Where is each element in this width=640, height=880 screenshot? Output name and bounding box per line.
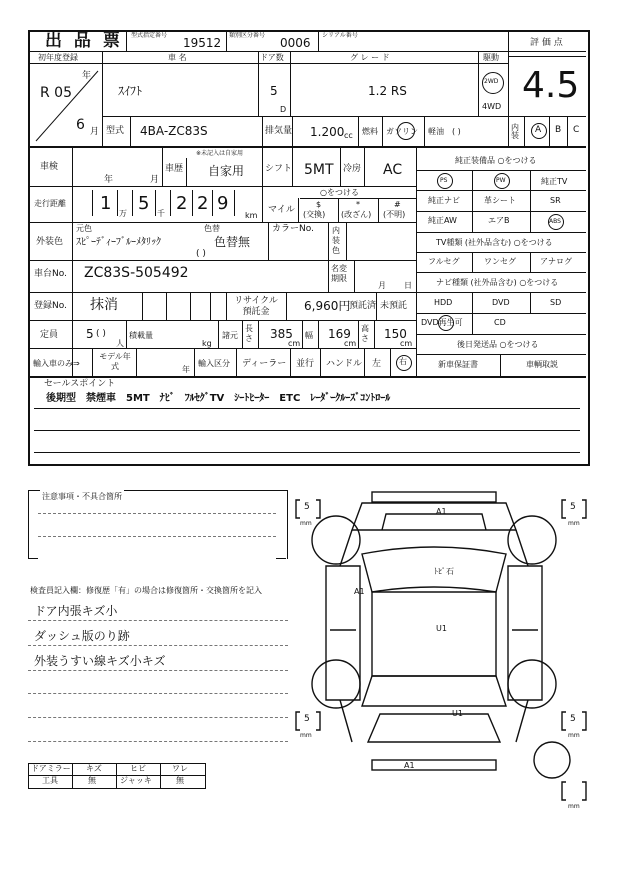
unknown-label: (不明) bbox=[383, 210, 406, 219]
dvd-play-circle bbox=[438, 315, 454, 331]
category-no: 0006 bbox=[280, 36, 311, 50]
name-change-day: 日 bbox=[404, 281, 412, 290]
interior-label: 内装 bbox=[511, 123, 519, 140]
width: 169 bbox=[328, 327, 351, 341]
table-header-4: ワレ bbox=[172, 764, 188, 773]
mile-label: マイル bbox=[268, 205, 295, 215]
car-name: ｽｲﾌﾄ bbox=[118, 84, 143, 98]
tire-fr-value: 5 bbox=[570, 502, 576, 512]
model: 4BA-ZC83S bbox=[140, 124, 208, 138]
inspection-month: 月 bbox=[150, 175, 160, 185]
tire-rr-mm: mm bbox=[568, 732, 580, 739]
handle-label: ハンドル bbox=[326, 359, 363, 369]
mileage-digit-2: 5 bbox=[138, 193, 150, 214]
length-label: 長さ bbox=[245, 324, 253, 343]
mileage-unit-sen: 千 bbox=[157, 209, 165, 218]
dmg-front: A1 bbox=[436, 507, 447, 516]
std-equip-label: 純正装備品 ○をつける bbox=[455, 156, 537, 165]
year-unit: 年 bbox=[82, 71, 92, 81]
shift: 5MT bbox=[304, 162, 334, 178]
tv-oneseg: ワンセグ bbox=[484, 257, 516, 266]
dmg-rear: U1 bbox=[452, 709, 463, 718]
height: 150 bbox=[384, 327, 407, 341]
orig-color-label: 元色 bbox=[76, 224, 92, 233]
mileage-digit-5: 9 bbox=[217, 193, 229, 214]
fuel-gas-circle bbox=[397, 122, 415, 140]
category-label: 類別区分番号 bbox=[229, 32, 266, 39]
nav-dvd-play: DVD再生可 bbox=[421, 318, 463, 327]
first-reg-label: 初年度登録 bbox=[38, 53, 78, 62]
month-unit: 月 bbox=[90, 127, 100, 137]
load-label: 積載量 bbox=[129, 331, 153, 340]
km-unit: km bbox=[245, 211, 258, 220]
handle-right: 右 bbox=[399, 357, 407, 366]
history-label: 車歴 bbox=[165, 164, 184, 174]
table-value-3: ジャッキ bbox=[120, 776, 152, 785]
length-cm: cm bbox=[288, 339, 301, 348]
table-header-2: キズ bbox=[86, 764, 102, 773]
note-line-3: 外装うすい線キズ小キズ bbox=[34, 654, 166, 668]
nav-cd: CD bbox=[494, 318, 506, 327]
tire-rr-value: 5 bbox=[570, 714, 576, 724]
sales-text: 後期型 禁煙車 5MT ﾅﾋﾞ ﾌﾙｾｸﾞTV ｼｰﾄﾋｰﾀｰ ETC ﾚｰﾀﾞｰｸﾙｰｽﾞｺﾝﾄﾛｰﾙ bbox=[46, 393, 391, 404]
fuel-paren: ( ) bbox=[452, 127, 461, 136]
tire-fl-value: 5 bbox=[304, 502, 310, 512]
history-note: ※未記入は自家用 bbox=[196, 150, 244, 157]
reg-year: R 05 bbox=[40, 85, 72, 101]
recycle-not: 未預託 bbox=[380, 301, 408, 311]
later-label: 後日発送品 ○をつける bbox=[457, 340, 539, 349]
interior-a: A bbox=[535, 125, 542, 135]
equip-leather: 革シート bbox=[484, 196, 516, 205]
table-value-4: 無 bbox=[176, 776, 184, 785]
import-cat-label: 輸入区分 bbox=[198, 359, 230, 368]
pw: PW bbox=[496, 177, 506, 184]
manual: 車輌取説 bbox=[526, 360, 558, 369]
history: 自家用 bbox=[208, 164, 245, 178]
equip-sr: SR bbox=[550, 196, 561, 205]
chassis-no: ZC83S-505492 bbox=[84, 265, 189, 281]
car-name-label: 車 名 bbox=[168, 53, 187, 62]
cc-unit: cc bbox=[344, 131, 353, 140]
reg-month: 6 bbox=[76, 117, 85, 133]
height-cm: cm bbox=[400, 339, 413, 348]
mileage-digit-1: 1 bbox=[100, 193, 112, 214]
grade-label: グ レ ー ド bbox=[350, 53, 390, 62]
color-label: 外装色 bbox=[36, 237, 64, 247]
length: 385 bbox=[270, 327, 293, 341]
tire-spare-mm: mm bbox=[568, 803, 580, 810]
interior-b: B bbox=[555, 125, 562, 135]
equip-airbag: エアB bbox=[488, 216, 510, 225]
table-header-1: ドアミラー bbox=[31, 764, 71, 773]
equip-aw: 純正AW bbox=[428, 216, 457, 225]
shift-label: シフト bbox=[265, 164, 293, 174]
dims-label: 諸元 bbox=[222, 331, 238, 340]
displacement: 1.200 bbox=[310, 125, 345, 139]
parallel: 並行 bbox=[296, 359, 315, 369]
table-value-1: 工具 bbox=[42, 776, 58, 785]
name-change-label: 名変期限 bbox=[331, 264, 347, 283]
sales-label: セールスポイント bbox=[44, 379, 116, 389]
doors-label: ドア数 bbox=[260, 53, 284, 62]
tire-fr-mm: mm bbox=[568, 520, 580, 527]
tv-type-label: TV種類 (社外品含む) ○をつける bbox=[436, 238, 553, 247]
chassis-label: 車台No. bbox=[34, 269, 67, 279]
ps: PS bbox=[440, 177, 448, 184]
dmg-side: A1 bbox=[354, 587, 365, 596]
interior-c: C bbox=[573, 125, 580, 135]
reg-no: 抹消 bbox=[90, 297, 118, 313]
exchange-label: (交換) bbox=[303, 210, 326, 219]
color-paren: ( ) bbox=[196, 249, 206, 259]
nav-hdd: HDD bbox=[434, 298, 453, 307]
import-label: 輸入車のみ⇒ bbox=[33, 359, 80, 368]
tampered-label: (改ざん) bbox=[341, 210, 372, 219]
fuel-label: 燃料 bbox=[362, 127, 378, 136]
drive-4wd: 4WD bbox=[482, 102, 502, 111]
tv-fullseg: フルセグ bbox=[428, 257, 460, 266]
nav-type-label: ナビ種類 (社外品含む) ○をつける bbox=[436, 278, 559, 287]
recycle-done: 預託済 bbox=[349, 301, 377, 311]
reg-no-label: 登録No. bbox=[34, 301, 67, 311]
dmg-roof: U1 bbox=[436, 624, 447, 633]
height-label: 高さ bbox=[361, 324, 369, 343]
model-year-unit: 年 bbox=[182, 365, 190, 374]
capacity-paren: ( ) bbox=[96, 329, 106, 339]
width-cm: cm bbox=[344, 339, 357, 348]
type-no: 19512 bbox=[183, 36, 222, 50]
notes-label: 注意事項・不具合箇所 bbox=[42, 492, 122, 501]
inspection-label: 車検 bbox=[40, 162, 59, 172]
nav-sd: SD bbox=[550, 298, 562, 307]
car-diagram bbox=[290, 470, 635, 820]
grade: 1.2 RS bbox=[368, 84, 407, 98]
color-change: 色替無 bbox=[214, 235, 251, 249]
dealer: ディーラー bbox=[242, 359, 287, 369]
color-num-label: カラーNo. bbox=[272, 224, 314, 234]
equip-tv: 純正TV bbox=[541, 177, 568, 186]
unknown-mark: # bbox=[394, 200, 401, 209]
inspection-year: 年 bbox=[104, 175, 114, 185]
capacity-label: 定員 bbox=[40, 330, 59, 340]
fuel-gas: ガソリン bbox=[386, 127, 418, 136]
equip-nav: 純正ナビ bbox=[428, 196, 460, 205]
inspector-label: 検査員記入欄：修復歴「有」の場合は修復箇所・交換箇所を記入 bbox=[30, 586, 262, 595]
name-change-month: 月 bbox=[378, 281, 386, 290]
displacement-label: 排気量 bbox=[265, 126, 293, 136]
tampered-mark: * bbox=[356, 200, 360, 209]
mileage-digit-4: 2 bbox=[197, 193, 209, 214]
door-suffix: D bbox=[280, 105, 287, 114]
mileage-unit-man: 万 bbox=[119, 209, 127, 218]
table-header-3: ヒビ bbox=[130, 764, 146, 773]
circle-note: ○をつける bbox=[320, 188, 359, 197]
drive-2wd: 2WD bbox=[484, 78, 499, 85]
tv-analog: アナログ bbox=[540, 257, 572, 266]
tire-rl-value: 5 bbox=[304, 714, 310, 724]
fuel-diesel: 軽油 bbox=[428, 127, 444, 136]
score-value: 4.5 bbox=[522, 65, 580, 106]
interior-color-label: 内装色 bbox=[332, 226, 340, 255]
mileage-label: 走行距離 bbox=[34, 199, 66, 208]
model-label: 型式 bbox=[106, 126, 125, 136]
ac: AC bbox=[383, 162, 403, 178]
dmg-bumper: A1 bbox=[404, 761, 415, 770]
model-year-label: モデル年式 bbox=[99, 352, 131, 371]
person-unit: 人 bbox=[116, 339, 124, 348]
kg-unit: kg bbox=[202, 339, 212, 348]
capacity: 5 bbox=[86, 327, 94, 341]
handle-left: 左 bbox=[372, 359, 382, 369]
mileage-digit-3: 2 bbox=[176, 193, 188, 214]
equip-abs: ABS bbox=[549, 218, 561, 225]
recycle-amount: 6,960円 bbox=[304, 299, 351, 313]
exterior-color: ｽﾋﾟｰﾃﾞｨｰﾌﾞﾙｰﾒﾀﾘｯｸ bbox=[76, 237, 161, 248]
recycle-label: リサイクル預託金 bbox=[234, 296, 278, 317]
nav-dvd: DVD bbox=[492, 298, 510, 307]
note-line-2: ダッシュ版のり跡 bbox=[34, 629, 130, 643]
width-label: 幅 bbox=[305, 331, 313, 340]
note-line-1: ドア内張キズ小 bbox=[34, 604, 118, 618]
warranty: 新車保証書 bbox=[438, 360, 478, 369]
serial-label: シリアル番号 bbox=[322, 32, 358, 39]
dmg-glass: ﾄﾋﾟ石 bbox=[434, 567, 454, 576]
color-no-label: 色替 bbox=[204, 224, 220, 233]
ac-label: 冷房 bbox=[343, 164, 362, 174]
score-label: 評 価 点 bbox=[530, 38, 563, 48]
doors: 5 bbox=[270, 84, 278, 98]
exchange-mark: $ bbox=[316, 200, 322, 209]
tire-fl-mm: mm bbox=[300, 520, 312, 527]
sheet-title: 出 品 票 bbox=[45, 31, 123, 51]
tire-rl-mm: mm bbox=[300, 732, 312, 739]
table-value-2: 無 bbox=[88, 776, 96, 785]
drive-label: 駆動 bbox=[483, 53, 499, 62]
type-no-label: 型式指定番号 bbox=[131, 32, 168, 39]
